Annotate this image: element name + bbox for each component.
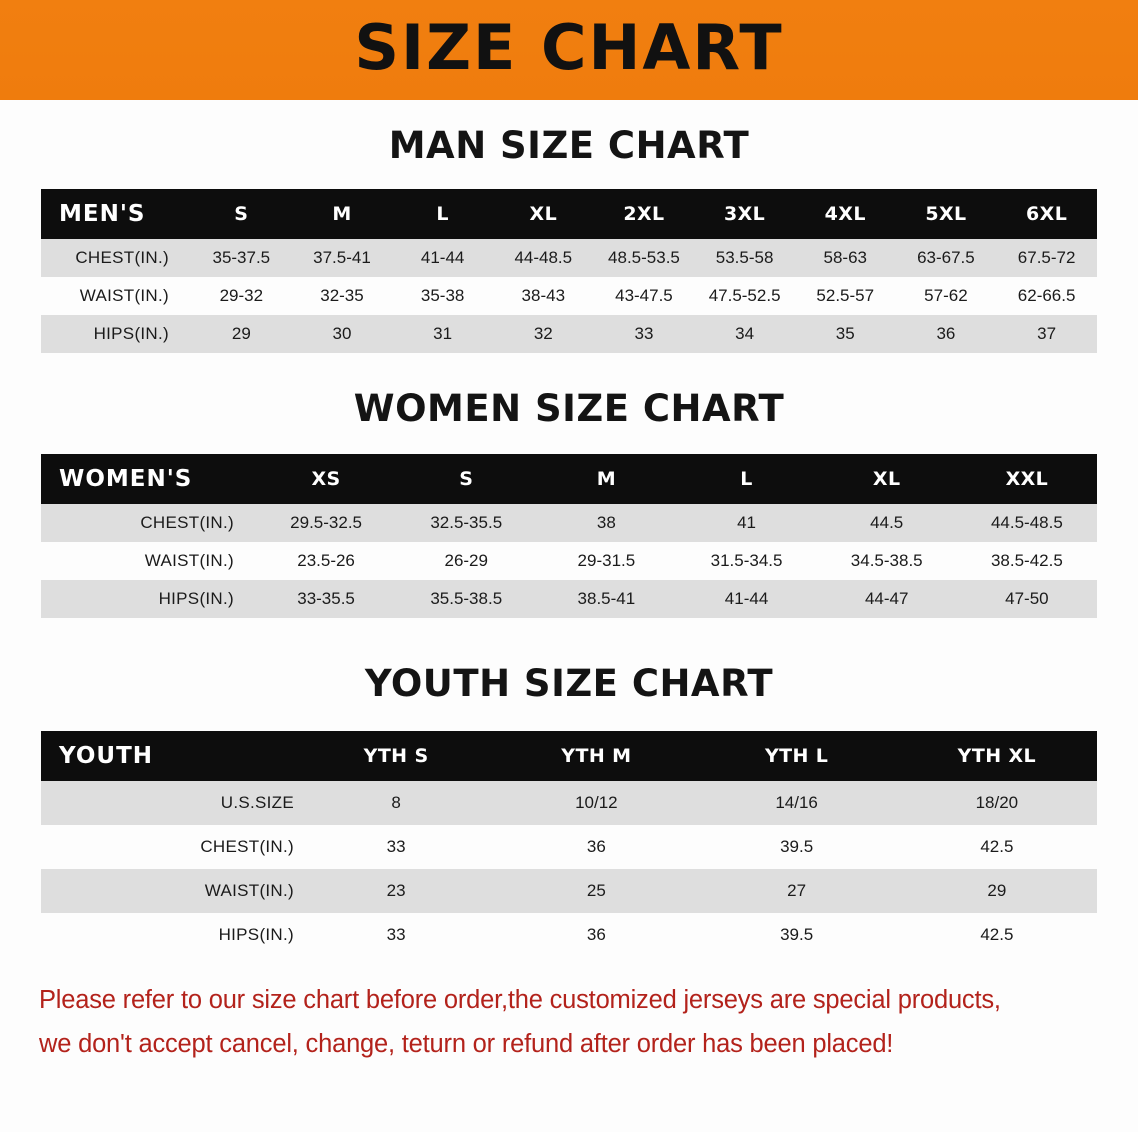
table-row bbox=[41, 542, 1097, 580]
cell: 38.5-41 bbox=[536, 580, 676, 618]
row-label: WAIST(IN.) bbox=[41, 277, 191, 315]
cell: 29-31.5 bbox=[536, 542, 676, 580]
column-header: S bbox=[396, 454, 536, 504]
column-header: M bbox=[292, 189, 393, 239]
row-label: WAIST(IN.) bbox=[41, 869, 296, 913]
column-header: YTH S bbox=[296, 731, 496, 781]
cell: 33-35.5 bbox=[256, 580, 396, 618]
cell: 47-50 bbox=[957, 580, 1097, 618]
cell: 41 bbox=[676, 504, 816, 542]
cell: 30 bbox=[292, 315, 393, 353]
cell: 29.5-32.5 bbox=[256, 504, 396, 542]
cell: 35-38 bbox=[392, 277, 493, 315]
column-header: L bbox=[676, 454, 816, 504]
column-header: 3XL bbox=[694, 189, 795, 239]
column-header: WOMEN'S bbox=[41, 454, 256, 504]
cell: 43-47.5 bbox=[594, 277, 695, 315]
cell: 34 bbox=[694, 315, 795, 353]
cell: 39.5 bbox=[697, 913, 897, 957]
column-header: L bbox=[392, 189, 493, 239]
cell: 32 bbox=[493, 315, 594, 353]
cell: 44-47 bbox=[817, 580, 957, 618]
column-header: 6XL bbox=[996, 189, 1097, 239]
cell: 57-62 bbox=[896, 277, 997, 315]
cell: 29 bbox=[897, 869, 1097, 913]
cell: 41-44 bbox=[676, 580, 816, 618]
women-size-table bbox=[41, 454, 1097, 618]
cell: 63-67.5 bbox=[896, 239, 997, 277]
cell: 36 bbox=[496, 913, 696, 957]
column-header: XS bbox=[256, 454, 396, 504]
cell: 39.5 bbox=[697, 825, 897, 869]
column-header: XL bbox=[817, 454, 957, 504]
cell: 23.5-26 bbox=[256, 542, 396, 580]
man-size-table bbox=[41, 189, 1097, 353]
women-section-heading: WOMEN SIZE CHART bbox=[353, 387, 785, 430]
row-label: CHEST(IN.) bbox=[41, 239, 191, 277]
cell: 53.5-58 bbox=[694, 239, 795, 277]
column-header: XL bbox=[493, 189, 594, 239]
man-section-heading: MAN SIZE CHART bbox=[388, 124, 750, 167]
youth-table-wrapper bbox=[41, 731, 1097, 957]
cell: 31 bbox=[392, 315, 493, 353]
row-label: HIPS(IN.) bbox=[41, 580, 256, 618]
column-header: 4XL bbox=[795, 189, 896, 239]
table-row bbox=[41, 315, 1097, 353]
column-header: 5XL bbox=[896, 189, 997, 239]
cell: 35-37.5 bbox=[191, 239, 292, 277]
cell: 48.5-53.5 bbox=[594, 239, 695, 277]
cell: 26-29 bbox=[396, 542, 536, 580]
cell: 35 bbox=[795, 315, 896, 353]
row-label: U.S.SIZE bbox=[41, 781, 296, 825]
column-header: YOUTH bbox=[41, 731, 296, 781]
cell: 44.5-48.5 bbox=[957, 504, 1097, 542]
cell: 31.5-34.5 bbox=[676, 542, 816, 580]
page-title: SIZE CHART bbox=[354, 11, 784, 84]
cell: 37 bbox=[996, 315, 1097, 353]
column-header: MEN'S bbox=[41, 189, 191, 239]
table-row bbox=[41, 239, 1097, 277]
row-label: WAIST(IN.) bbox=[41, 542, 256, 580]
table-row bbox=[41, 277, 1097, 315]
disclaimer-line-1: Please refer to our size chart before order,the customized jerseys are special products, bbox=[39, 986, 1001, 1014]
cell: 18/20 bbox=[897, 781, 1097, 825]
table-header-row bbox=[41, 189, 1097, 239]
cell: 34.5-38.5 bbox=[817, 542, 957, 580]
cell: 32.5-35.5 bbox=[396, 504, 536, 542]
cell: 36 bbox=[896, 315, 997, 353]
cell: 29 bbox=[191, 315, 292, 353]
man-table-wrapper bbox=[41, 189, 1097, 353]
cell: 42.5 bbox=[897, 825, 1097, 869]
cell: 67.5-72 bbox=[996, 239, 1097, 277]
column-header: YTH XL bbox=[897, 731, 1097, 781]
cell: 33 bbox=[296, 913, 496, 957]
cell: 52.5-57 bbox=[795, 277, 896, 315]
cell: 33 bbox=[594, 315, 695, 353]
table-row bbox=[41, 825, 1097, 869]
row-label: HIPS(IN.) bbox=[41, 315, 191, 353]
cell: 32-35 bbox=[292, 277, 393, 315]
cell: 8 bbox=[296, 781, 496, 825]
column-header: M bbox=[536, 454, 676, 504]
cell: 29-32 bbox=[191, 277, 292, 315]
cell: 35.5-38.5 bbox=[396, 580, 536, 618]
youth-size-table bbox=[41, 731, 1097, 957]
table-header-row bbox=[41, 731, 1097, 781]
disclaimer-note bbox=[39, 979, 1099, 1067]
row-label: CHEST(IN.) bbox=[41, 825, 296, 869]
row-label: CHEST(IN.) bbox=[41, 504, 256, 542]
cell: 38 bbox=[536, 504, 676, 542]
column-header: YTH M bbox=[496, 731, 696, 781]
cell: 27 bbox=[697, 869, 897, 913]
cell: 10/12 bbox=[496, 781, 696, 825]
cell: 47.5-52.5 bbox=[694, 277, 795, 315]
cell: 58-63 bbox=[795, 239, 896, 277]
table-header-row bbox=[41, 454, 1097, 504]
disclaimer-line-2: we don't accept cancel, change, teturn or refund after order has been placed! bbox=[39, 1029, 894, 1058]
banner bbox=[0, 0, 1138, 100]
cell: 38.5-42.5 bbox=[957, 542, 1097, 580]
cell: 33 bbox=[296, 825, 496, 869]
table-row bbox=[41, 504, 1097, 542]
cell: 62-66.5 bbox=[996, 277, 1097, 315]
cell: 14/16 bbox=[697, 781, 897, 825]
table-row bbox=[41, 869, 1097, 913]
cell: 44.5 bbox=[817, 504, 957, 542]
cell: 25 bbox=[496, 869, 696, 913]
table-row bbox=[41, 580, 1097, 618]
cell: 37.5-41 bbox=[292, 239, 393, 277]
column-header: S bbox=[191, 189, 292, 239]
cell: 23 bbox=[296, 869, 496, 913]
table-row bbox=[41, 913, 1097, 957]
cell: 42.5 bbox=[897, 913, 1097, 957]
column-header: YTH L bbox=[697, 731, 897, 781]
youth-section-heading: YOUTH SIZE CHART bbox=[364, 662, 774, 705]
column-header: 2XL bbox=[594, 189, 695, 239]
cell: 38-43 bbox=[493, 277, 594, 315]
cell: 36 bbox=[496, 825, 696, 869]
cell: 44-48.5 bbox=[493, 239, 594, 277]
table-row bbox=[41, 781, 1097, 825]
column-header: XXL bbox=[957, 454, 1097, 504]
cell: 41-44 bbox=[392, 239, 493, 277]
row-label: HIPS(IN.) bbox=[41, 913, 296, 957]
women-table-wrapper bbox=[41, 454, 1097, 618]
